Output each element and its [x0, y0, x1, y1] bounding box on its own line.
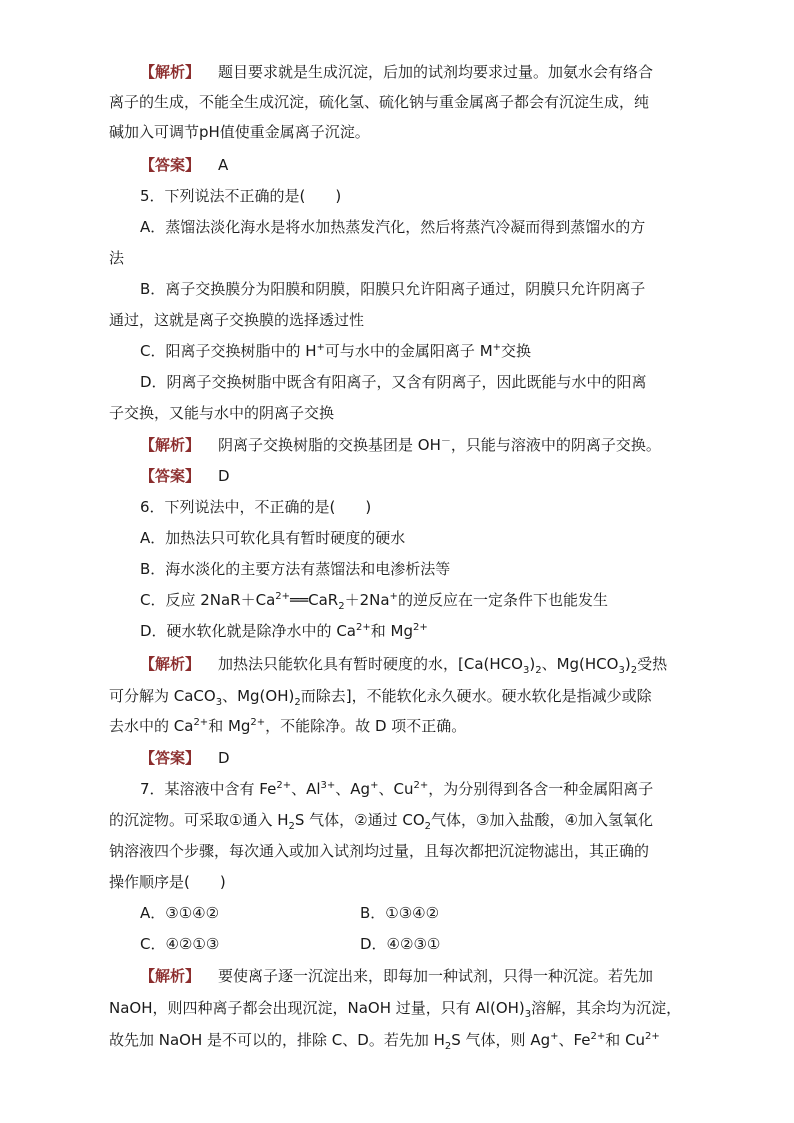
option-line: D．阴离子交换树脂中既含有阳离子，又含有阴离子，因此既能与水中的阳离 [140, 373, 647, 391]
paragraph-line: 【解析】 加热法只能软化具有暂时硬度的水，[$Ca(HCO_3)_2$、$Mg(HCO_3)_2$受热 [140, 655, 668, 676]
answer-label: 【答案】 [140, 467, 201, 485]
question-stem: 6．下列说法中，不正确的是( ) [140, 498, 372, 516]
option-line: 子交换，又能与水中的阴离子交换 [109, 404, 335, 422]
analysis-label: 【解析】 [140, 436, 201, 454]
question-stem: 7．某溶液中含有 $Fe^{2+}$、$Al^{3+}$、Ag+、$Cu^{2+}$，为分别得到各含一种金属阳离子 [140, 780, 654, 798]
answer-line: 【答案】 D [140, 467, 230, 485]
analysis-label: 【解析】 [140, 655, 201, 673]
question-stem: 钠溶液四个步骤，每次通入或加入试剂均过量，且每次都把沉淀物滤出，其正确的 [109, 842, 650, 860]
option-line: C．反应 $2NaR+Ca^{2+}══CaR_2+2Na^+$的逆反应在一定条件下也能发生 [140, 591, 608, 612]
paragraph-line: 去水中的 $Ca^{2+}$和 $Mg^{2+}$，不能除净。故 D 项不正确。 [109, 717, 467, 735]
option-line: C．阳离子交换树脂中的 H+可与水中的金属阳离子 M+交换 [140, 342, 532, 360]
question-stem: 5．下列说法不正确的是( ) [140, 187, 342, 205]
question-stem: 的沉淀物。可采取①通入 $H_2S$ 气体，②通过 $CO_2$气体，③加入盐酸，④加入氢氧化 [109, 811, 653, 832]
answer-line: 【答案】 A [140, 156, 229, 174]
option-d: D．④②③① [360, 935, 441, 953]
paragraph-line: 【解析】 阴离子交换树脂的交换基团是 OH－，只能与溶液中的阴离子交换。 [140, 436, 661, 454]
option-b: B．①③④② [360, 904, 440, 922]
option-line: A．加热法只可软化具有暂时硬度的硬水 [140, 529, 406, 547]
paragraph-line: 故先加 NaOH 是不可以的，排除 C、D。若先加 $H_2S$ 气体，则 Ag+、$Fe^{2+}$和 $Cu^{2+}$ [109, 1031, 660, 1052]
answer-label: 【答案】 [140, 156, 201, 174]
paragraph-line: 可分解为 CaCO$_3$、$Mg(OH)_2$而除去]，不能软化永久硬水。硬水软化是指减少或除 [109, 687, 652, 708]
answer-label: 【答案】 [140, 749, 201, 767]
paragraph-line: 【解析】 题目要求就是生成沉淀，后加的试剂均要求过量。加氨水会有络合 [140, 63, 654, 81]
paragraph-line: 【解析】 要使离子逐一沉淀出来，即每加一种试剂，只得一种沉淀。若先加 [140, 967, 654, 985]
paragraph-line: 碱加入可调节pH值使重金属离子沉淀。 [109, 123, 370, 141]
paragraph-line: 离子的生成，不能全生成沉淀，硫化氢、硫化钠与重金属离子都会有沉淀生成，纯 [109, 93, 650, 111]
option-line: B．海水淡化的主要方法有蒸馏法和电渗析法等 [140, 560, 451, 578]
option-c: C．④②①③ [140, 935, 220, 953]
option-line: B．离子交换膜分为阳膜和阴膜，阳膜只允许阳离子通过，阴膜只允许阴离子 [140, 280, 646, 298]
option-line: 法 [109, 249, 125, 267]
question-stem: 操作顺序是( ) [109, 873, 226, 891]
option-a: A．③①④② [140, 904, 220, 922]
option-line: D．硬水软化就是除净水中的 $Ca^{2+}$和 $Mg^{2+}$ [140, 622, 428, 640]
analysis-label: 【解析】 [140, 967, 201, 985]
option-line: A．蒸馏法淡化海水是将水加热蒸发汽化，然后将蒸汽冷凝而得到蒸馏水的方 [140, 218, 646, 236]
paragraph-line: NaOH，则四种离子都会出现沉淀，NaOH 过量，只有 $Al(OH)_3$溶解，其余均为沉淀， [109, 999, 682, 1020]
option-line: 通过，这就是离子交换膜的选择透过性 [109, 311, 365, 329]
answer-line: 【答案】 D [140, 749, 230, 767]
analysis-label: 【解析】 [140, 63, 201, 81]
